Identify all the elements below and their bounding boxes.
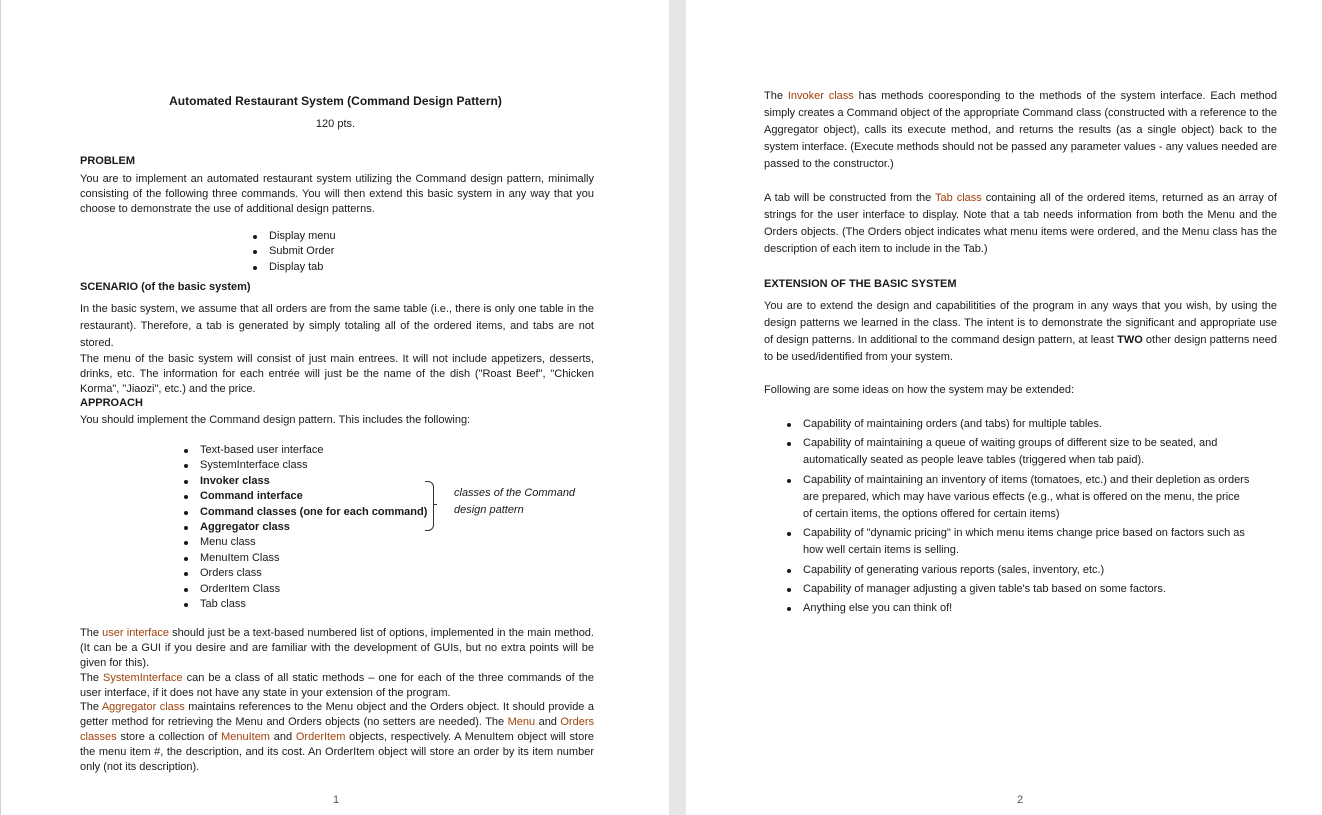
list-item: SystemInterface class: [182, 458, 427, 473]
text-span: has methods cooresponding to the methods of the system interface. Each method simply creates a Command object of the appropriate Command class (constructed with a reference to the Aggregator object), calls its execute method, and returns the results (as a single object) back to the system interface. (Execute methods should not be passed any parameter values - any values needed are passed to the constructor.): [764, 90, 1277, 170]
text-span: The: [80, 672, 104, 684]
list-item: Anything else you can think of!: [785, 600, 1250, 617]
text-span: and: [269, 731, 296, 743]
text-span: containing all of the ordered items, returned as an array of strings for the user interface to display. Note that a tab needs information from both the Menu and the Orders objects. (The Orders object indicates what menu items were ordered, and the Menu class has the description of each item to include in the Tab.): [764, 192, 1277, 255]
text-span: The: [764, 90, 788, 102]
text-span: should just be a text-based numbered list of options, implemented in the main method. (It can be a GUI if you desire and are familiar with the development of GUIs, but no extra points will be given for this).: [80, 627, 594, 669]
page-number: 1: [333, 794, 340, 806]
highlight-term: SystemInterface: [103, 672, 183, 684]
list-item: OrderItem Class: [182, 582, 427, 597]
scenario-heading: SCENARIO (of the basic system): [80, 281, 251, 293]
tab-paragraph: [764, 190, 1277, 258]
document-title: Automated Restaurant System (Command Design Pattern): [169, 94, 502, 108]
text-span: store a collection of: [116, 731, 222, 743]
list-item: MenuItem Class: [182, 551, 427, 566]
text-span: The: [80, 627, 103, 639]
user-interface-paragraph: [80, 626, 594, 671]
scenario-text-2: The menu of the basic system will consist of just main entrees. It will not include appetizers, desserts, drinks, etc. The information for each entrée will just be the name of the dish ("Roast Beef", "Chicken Korma", "Jiaozi", etc.) and the price.: [80, 353, 594, 395]
highlight-term: MenuItem: [221, 731, 270, 743]
ideas-list: [785, 416, 1250, 620]
approach-text: You should implement the Command design pattern. This includes the following:: [80, 414, 471, 426]
list-item: Menu class: [182, 535, 427, 550]
list-item: Submit Order: [251, 244, 336, 259]
right-brace: [425, 481, 434, 531]
text-span: A tab will be constructed from the: [764, 192, 936, 204]
text-span: You are to extend the design and capabilitities of the program in any ways that you wish, by using the design patterns we learned in the class. The intent is to demonstrate the significant and appropriate use of design patterns. In additional to the command design pattern, at least: [764, 300, 1277, 346]
list-item: Command interface: [182, 489, 427, 504]
brace-note: [454, 485, 575, 519]
highlight-term: Tab class: [935, 192, 982, 204]
highlight-term: user interface: [102, 627, 169, 639]
system-interface-paragraph: [80, 671, 594, 701]
bold-term: TWO: [1117, 334, 1143, 346]
list-item: Display menu: [251, 229, 336, 244]
highlight-term: Invoker class: [787, 90, 854, 102]
invoker-paragraph: [764, 88, 1277, 173]
list-item: Capability of generating various reports (sales, inventory, etc.): [785, 562, 1250, 579]
page-number: 2: [1017, 794, 1024, 806]
highlight-term: Aggregator class: [101, 701, 185, 713]
highlight-term: OrderItem: [295, 731, 346, 743]
highlight-term: Orders classes: [80, 716, 594, 743]
brace-note-line-2: design pattern: [454, 504, 524, 516]
points-label: 120 pts.: [315, 118, 356, 130]
list-item: Invoker class: [182, 474, 427, 489]
extension-paragraph: [764, 298, 1277, 366]
list-item: Tab class: [182, 597, 427, 612]
text-span: other design patterns need to be used/identified from your system.: [764, 334, 1277, 363]
text-span: The: [80, 701, 102, 713]
list-item: Capability of manager adjusting a given table's tab based on some factors.: [785, 581, 1250, 598]
text-span: and: [535, 716, 561, 728]
problem-text: You are to implement an automated restaurant system utilizing the Command design pattern, minimally consisting of the following three commands. You will then extend this basic system in any way that you choose to demonstrate the use of additional design patterns.: [80, 173, 594, 215]
component-list: [182, 443, 427, 612]
list-item: Capability of maintaining a queue of waiting groups of different size to be seated, and automatically seated as people leave tables (triggered when tab paid).: [785, 435, 1250, 469]
list-item: Capability of maintaining orders (and tabs) for multiple tables.: [785, 416, 1250, 433]
highlight-term: Menu: [507, 716, 536, 728]
text-span: can be a class of all static methods – one for each of the three commands of the user interface, if it does not have any state in your extension of the program.: [80, 672, 594, 699]
scenario-text-1: In the basic system, we assume that all orders are from the same table (i.e., there is only one table in the restaurant). Therefore, a tab is generated by simply totaling all of the ordered items, and tabs are not stored.: [80, 303, 594, 349]
aggregator-paragraph: [80, 700, 594, 775]
extension-heading: EXTENSION OF THE BASIC SYSTEM: [764, 278, 957, 290]
brace-note-line-1: classes of the Command: [454, 487, 576, 499]
list-item: Capability of maintaining an inventory of items (tomatoes, etc.) and their depletion as orders are prepared, which may have various effects (e.g., what is offered on the menu, the price of certain items, the options offered for certain items): [785, 472, 1250, 523]
list-item: Orders class: [182, 566, 427, 581]
text-span: maintains references to the Menu object and the Orders object. It should provide a getter method for retrieving the Menu and Orders objects (no setters are needed). The: [80, 701, 595, 728]
text-span: objects, respectively. A MenuItem object will store the menu item #, the description, and its cost. An OrderItem object will store an order by its item number only (not its description).: [80, 731, 594, 773]
list-item: Text-based user interface: [182, 443, 427, 458]
list-item: Aggregator class: [182, 520, 427, 535]
brace-tick: [433, 504, 437, 505]
problem-heading: PROBLEM: [80, 155, 135, 167]
list-item: Display tab: [251, 260, 336, 275]
list-item: Command classes (one for each command): [182, 505, 427, 520]
list-item: Capability of "dynamic pricing" in which menu items change price based on factors such as how well certain items is selling.: [785, 525, 1250, 559]
ideas-intro: Following are some ideas on how the system may be extended:: [764, 384, 1074, 396]
command-list: [251, 229, 336, 275]
approach-heading: APPROACH: [80, 397, 143, 409]
document-page-2: [686, 0, 1322, 815]
